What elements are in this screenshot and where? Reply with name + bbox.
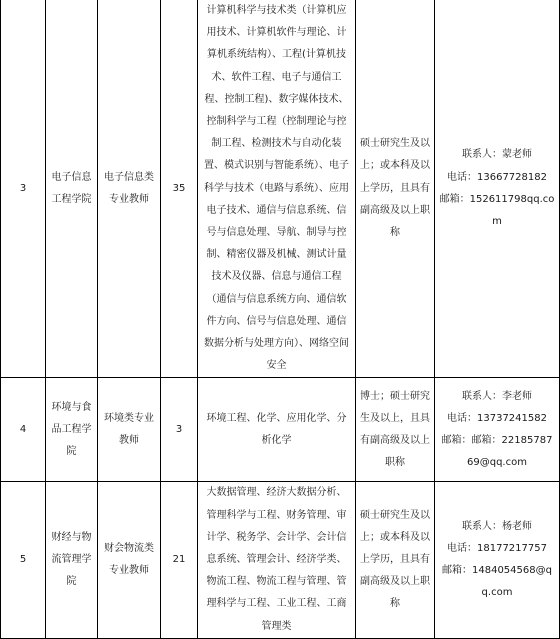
- majors-cell: 大数据管理、经济大数据分析、管理科学与工程、财务管理、审计学、税务学、会计学、会计信息系统、管理会计、经济学类、物流工程、物流工程与管理、管理科学与工程、工业工程、工商管理类: [198, 482, 356, 638]
- education-cell: 博士；硕士研究生及以上，且具有副高级及以上职称: [356, 378, 435, 482]
- contact-email: 邮箱：1484054568@qq.com: [442, 565, 552, 599]
- position-cell: 环境类专业教师: [98, 378, 161, 482]
- contact-cell: [435, 482, 560, 638]
- table-row: [1, 378, 560, 482]
- contact-person: 联系人：李老师: [462, 390, 532, 402]
- row-number: 4: [1, 378, 46, 482]
- count-cell: 3: [161, 378, 198, 482]
- position-cell: 电子信息类专业教师: [98, 0, 161, 378]
- education-cell: 硕士研究生及以上；或本科及以上学历，且具有副高级及以上职称: [356, 482, 435, 638]
- contact-phone: 电话：18177217757: [447, 542, 547, 554]
- row-number: 3: [1, 0, 46, 378]
- contact-phone: 电话：13667728182: [447, 171, 547, 183]
- majors-cell: 计算机科学与技术类（计算机应用技术、计算机软件与理论、计算机系统结构）、工程(计算机技术、软件工程、电子与通信工程、控制工程)、数字媒体技术、控制科学与工程（控制理论与控制工程、检测技术与自动化装置、模式识别与智能系统）、电子科学与技术（电路与系统）、应用电子技术、通信与信息系统、信号与信息处理、导航、制导与控制、精密仪器及机械、测试计量技术及仪器、信息与通信工程（通信与信息系统方向、通信软件方向、信号与信息处理、通信数据分析与处理方向）、网络空间安全: [198, 0, 356, 378]
- education-cell: 硕士研究生及以上；或本科及以上学历，且具有副高级及以上职称: [356, 0, 435, 378]
- contact-email: 邮箱：邮箱：2218578769@qq.com: [441, 434, 553, 469]
- position-cell: 财会物流类专业教师: [98, 482, 161, 638]
- row-number: 5: [1, 482, 46, 638]
- contact-person: 联系人：杨老师: [462, 520, 532, 532]
- college-cell: 环境与食品工程学院: [46, 378, 98, 482]
- contact-person: 联系人：蒙老师: [462, 149, 532, 161]
- table-row: [1, 0, 560, 378]
- majors-cell: 环境工程、化学、应用化学、分析化学: [198, 378, 356, 482]
- college-cell: 财经与物流管理学院: [46, 482, 98, 638]
- contact-email: 邮箱：152611798qq.com: [439, 193, 555, 227]
- count-cell: 35: [161, 0, 198, 378]
- contact-phone: 电话：13737241582: [447, 412, 547, 424]
- college-cell: 电子信息工程学院: [46, 0, 98, 378]
- contact-cell: [435, 0, 560, 378]
- table-row: [1, 482, 560, 638]
- contact-cell: [435, 378, 560, 482]
- count-cell: 21: [161, 482, 198, 638]
